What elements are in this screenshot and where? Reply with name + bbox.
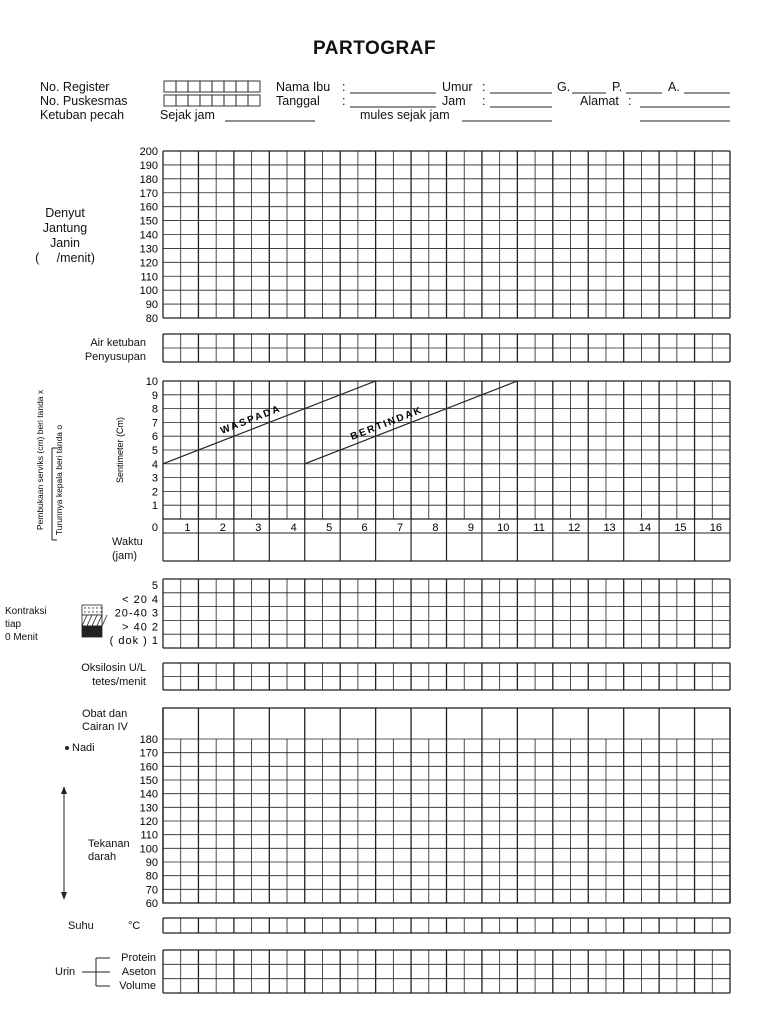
waspada-text: WASPADA — [219, 403, 284, 437]
hour-label: 5 — [326, 522, 333, 534]
kontraksi-scale-label: ( dok ) 1 — [109, 635, 159, 648]
hour-label: 4 — [290, 522, 297, 534]
td-arrow-down — [61, 892, 67, 900]
nadi-scale-label: 150 — [139, 775, 158, 787]
djj-scale-label: 110 — [140, 271, 158, 284]
urin-protein-label: Protein — [121, 952, 156, 964]
djj-scale-label: 190 — [139, 159, 158, 172]
legend-dot — [84, 611, 85, 612]
puskesmas-box — [224, 95, 236, 106]
legend-dot — [96, 607, 97, 608]
page-title: PARTOGRAF — [313, 38, 437, 59]
no-register-label: No. Register — [40, 80, 110, 94]
serviks-scale-label: 4 — [151, 458, 158, 471]
djj-scale-label: 160 — [139, 201, 158, 214]
urin-volume-label: Volume — [119, 980, 156, 992]
serviks-scale-label: 7 — [151, 417, 158, 430]
oksitosin-label-line: Oksilosin U/L — [81, 662, 146, 674]
serviks-scale-label: 2 — [151, 486, 158, 499]
djj-label-line: Jantung — [42, 221, 88, 235]
obat-label-line: Cairan IV — [82, 721, 128, 733]
hour-label: 15 — [674, 522, 687, 534]
waktu-label-line: Waktu — [112, 536, 143, 548]
hour-label: 10 — [497, 522, 510, 534]
legend-dot — [88, 611, 89, 612]
kontraksi-label-line: Kontraksi — [5, 606, 47, 617]
nadi-bullet — [65, 746, 69, 750]
legend-dot — [92, 607, 93, 608]
djj-label-line: Denyut — [45, 206, 85, 220]
hour-label: 14 — [638, 522, 652, 534]
turunnya-kepala-label: Turunnya kepala beri tanda o — [54, 424, 64, 536]
register-box — [176, 81, 188, 92]
suhu-label: Suhu — [68, 920, 94, 932]
nadi-scale-label: 90 — [145, 857, 158, 869]
urin-label: Urin — [55, 966, 76, 978]
kontraksi-scale-label: < 20 4 — [122, 593, 159, 606]
register-box — [248, 81, 260, 92]
nadi-scale-label: 130 — [139, 802, 158, 815]
hour-label: 12 — [568, 522, 581, 534]
legend-dot — [88, 607, 89, 608]
kontraksi-scale-label: 20-40 3 — [114, 607, 159, 620]
djj-scale-label: 130 — [139, 243, 158, 256]
nadi-scale-label: 110 — [140, 829, 158, 842]
nama-ibu-colon: : — [342, 80, 346, 94]
legend-hatch-line — [102, 615, 107, 626]
serviks-scale-label: 1 — [151, 500, 158, 513]
puskesmas-box — [164, 95, 176, 106]
djj-label-line: ( /menit) — [35, 251, 95, 265]
p-label: P. — [612, 80, 623, 94]
register-box — [188, 81, 200, 92]
nadi-scale-label: 80 — [145, 870, 158, 883]
nadi-scale-label: 140 — [139, 788, 158, 801]
nama-ibu-label: Nama Ibu — [276, 80, 331, 94]
djj-scale-label: 140 — [139, 229, 158, 242]
hour-label: 7 — [396, 522, 404, 534]
nadi-scale-label: 160 — [139, 761, 158, 774]
nadi-scale-label: 60 — [145, 898, 158, 910]
tekanan-label-line: darah — [88, 851, 117, 863]
suhu-unit: °C — [128, 920, 141, 932]
nadi-scale-label: 180 — [139, 734, 158, 746]
serviks-scale-label: 8 — [151, 403, 158, 416]
urin-aseton-label: Aseton — [121, 966, 156, 978]
register-box — [164, 81, 176, 92]
puskesmas-box — [212, 95, 224, 106]
no-puskesmas-label: No. Puskesmas — [40, 94, 128, 108]
legend-dots-box — [82, 605, 102, 615]
ketuban-pecah-label: Ketuban pecah — [40, 108, 125, 122]
nadi-scale-label: 70 — [145, 884, 158, 897]
kontraksi-scale-label: > 40 2 — [122, 621, 159, 634]
register-box — [224, 81, 236, 92]
nadi-scale-label: 100 — [139, 843, 158, 856]
legend-hatch-box — [82, 615, 102, 626]
serviks-scale-label: 3 — [151, 472, 158, 485]
umur-colon: : — [482, 80, 486, 94]
puskesmas-box — [200, 95, 212, 106]
puskesmas-box — [236, 95, 248, 106]
alamat-label: Alamat — [580, 94, 619, 108]
alamat-colon: : — [628, 94, 632, 108]
serviks-scale-label: 10 — [145, 376, 158, 388]
hour-label: 3 — [255, 522, 262, 534]
nadi-label: Nadi — [72, 742, 95, 754]
kontraksi-label-line: tiap — [5, 619, 22, 630]
hour-label: 6 — [361, 522, 368, 534]
nadi-scale-label: 170 — [139, 747, 158, 760]
serviks-zero-label: 0 — [151, 522, 158, 534]
hour-label: 1 — [184, 522, 191, 534]
pembukaan-serviks-label: Pembukaan serviks (cm) beri tanda x — [35, 389, 45, 531]
hour-label: 9 — [467, 522, 474, 534]
hour-label: 11 — [533, 522, 545, 534]
hour-label: 13 — [603, 522, 616, 534]
djj-scale-label: 150 — [139, 215, 158, 228]
sentimeter-axis-label: Sentimeter (Cm) — [115, 416, 125, 484]
djj-scale-label: 120 — [139, 257, 158, 270]
hour-label: 2 — [219, 522, 226, 534]
register-box — [236, 81, 248, 92]
tanggal-label: Tanggal — [276, 94, 320, 108]
serviks-scale-label: 6 — [151, 431, 158, 444]
oksitosin-label-line: tetes/menit — [92, 676, 146, 688]
legend-solid-box — [82, 626, 102, 637]
djj-scale-label: 180 — [139, 173, 158, 186]
legend-dot — [100, 611, 101, 612]
hour-label: 8 — [432, 522, 439, 534]
serviks-scale-label: 9 — [151, 389, 158, 402]
mules-sejak-jam-label: mules sejak jam — [360, 108, 450, 122]
kontraksi-label-line: 0 Menit — [5, 632, 38, 643]
djj-label-line: Janin — [50, 236, 80, 250]
penyusupan-label-line: Penyusupan — [84, 351, 146, 363]
td-arrow-up — [61, 786, 67, 794]
tekanan-label-line: Tekanan — [88, 838, 130, 850]
kontraksi-scale-label: 5 — [151, 580, 159, 592]
legend-dot — [92, 611, 93, 612]
djj-scale-label: 170 — [139, 187, 158, 200]
bertindak-text: BERTINDAK — [349, 404, 425, 443]
puskesmas-box — [248, 95, 260, 106]
sejak-jam-label: Sejak jam — [160, 108, 215, 122]
djj-scale-label: 100 — [139, 285, 158, 298]
jam-label: Jam — [442, 94, 466, 108]
hour-label: 16 — [709, 522, 722, 534]
puskesmas-box — [176, 95, 188, 106]
register-box — [200, 81, 212, 92]
a-label: A. — [668, 80, 680, 94]
umur-label: Umur — [442, 80, 473, 94]
legend-dot — [84, 607, 85, 608]
djj-scale-label: 80 — [145, 313, 158, 325]
legend-dot — [96, 611, 97, 612]
air-ketuban-label-line: Air ketuban — [90, 337, 146, 349]
legend-dot — [100, 607, 101, 608]
obat-label-line: Obat dan — [82, 708, 128, 720]
jam-colon: : — [482, 94, 486, 108]
register-box — [212, 81, 224, 92]
djj-scale-label: 200 — [139, 146, 158, 158]
nadi-scale-label: 120 — [139, 816, 158, 828]
serviks-scale-label: 5 — [151, 445, 158, 457]
tanggal-colon: : — [342, 94, 346, 108]
djj-scale-label: 90 — [145, 299, 158, 312]
puskesmas-box — [188, 95, 200, 106]
waktu-label-line: (jam) — [112, 550, 138, 562]
g-label: G. — [557, 80, 571, 94]
